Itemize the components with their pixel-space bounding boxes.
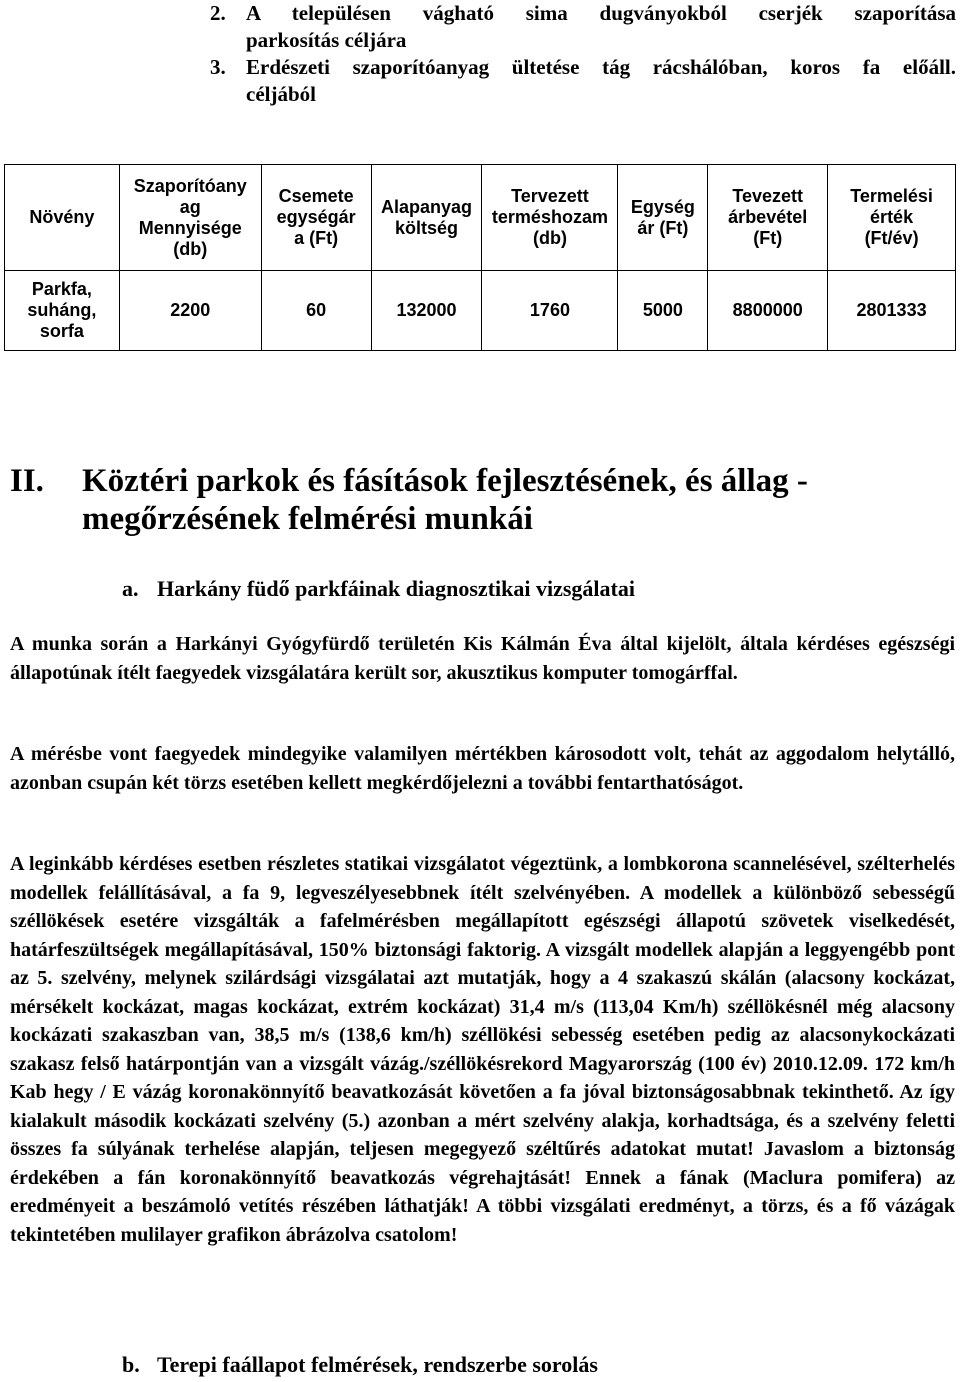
paragraph: A leginkább kérdéses esetben részletes statikai vizsgálatot végeztünk, a lombkorona scannelésével, szélterhelés modellek felállításával, a fa 9, legveszélyesebbnek ítélt szelvényében. A modellek a különböző sebességű széllökések esetére vizsgálták a fafelmérésben megállapított egészségi állapotú szövetek viselkedését, határfeszültségek megállapításával, 150% biztonsági faktorig. A vizsgált modellek alapján a leggyengébb pont az 5. szelvény, melynek szilárdsági vizsgálatai azt mutatják, hogy a 4 szakaszú skálán (alacsony kockázat, mérsékelt kockázat, magas kockázat, extrém kockázat) 31,4 m/s (113,04 Km/h) széllökésnél még alacsony kockázati szakaszban van, 38,5 m/s (138,6 km/h) széllökési sebesség esetében pedig az alacsonykockázati szakasz felső határpontján van a vizsgált vázág./széllökésrekord Magyarország (100 év) 2010.12.09. 172 km/h Kab hegy / E vázág koronakönnyítő beavatkozását követően a fa jóval biztonságosabbnak tekinthető. Az így kialakult második kockázati szelvény (5.) azonban a mért szelvény alakja, korhadtsága, és a szelvény feletti összes fa súlyának terhelése alapján, teljesen megegyező széltűrés adatokat mutat! Javaslom a biztonság érdekében a fán koronakönnyítő beavatkozás végrehajtását! Ennek a fának (Maclura pomifera) az eredményeit a beszámoló vetítés részében láthatják! A többi vizsgálati eredményt, a törzs, és a fő vázágak tekintetében mulilayer grafikon ábrázolva csatolom! (10, 853, 955, 1246)
table-row (5, 271, 956, 351)
header-cell: Alapanyag költség (371, 165, 482, 271)
subheading-label: a. (122, 576, 139, 601)
list-text-cont: céljából (246, 82, 316, 106)
cost-table (4, 164, 956, 351)
list-text-cont: parkosítás céljára (246, 28, 407, 52)
table-cell: 8800000 (708, 271, 828, 351)
header-cell: Tevezett árbevétel (Ft) (708, 165, 828, 271)
table-cell: Parkfa, suháng, sorfa (5, 271, 120, 351)
section-number: II. (10, 463, 44, 499)
header-cell: Tervezett terméshozam (db) (482, 165, 618, 271)
list-text: A településen vágható sima dugványokból cserjék szaporítása (246, 1, 956, 25)
section-title: Köztéri parkok és fásítások fejlesztésének, és állag - megőrzésének felmérési munkái (82, 463, 808, 537)
table-cell: 2801333 (828, 271, 956, 351)
paragraph: A munka során a Harkányi Gyógyfürdő területén Kis Kálmán Éva által kijelölt, általa kérdéses egészségi állapotúnak ítélt faegyedek vizsgálatára került sor, akusztikus komputer tomogárffal. (10, 633, 955, 684)
header-cell: Csemete egységár a (Ft) (261, 165, 371, 271)
list-number: 3. (210, 55, 226, 79)
table-cell: 60 (261, 271, 371, 351)
table-cell: 5000 (618, 271, 708, 351)
header-cell: Szaporítóany ag Mennyisége (db) (119, 165, 261, 271)
table-cell: 132000 (371, 271, 482, 351)
subheading-text: Harkány füdő parkfáinak diagnosztikai vizsgálatai (157, 576, 635, 601)
table-cell: 1760 (482, 271, 618, 351)
subheading-label: b. (122, 1352, 140, 1377)
header-cell: Egység ár (Ft) (618, 165, 708, 271)
table-header-row (5, 165, 956, 271)
subheading-text: Terepi faállapot felmérések, rendszerbe sorolás (157, 1352, 598, 1377)
list-number: 2. (210, 1, 226, 25)
list-text: Erdészeti szaporítóanyag ültetése tág rácshálóban, koros fa előáll. (246, 55, 956, 79)
paragraph: A mérésbe vont faegyedek mindegyike valamilyen mértékben károsodott volt, tehát az aggodalom helytálló, azonban csupán két törzs esetében kellett megkérdőjelezni a további fentarthatóságot. (10, 743, 955, 794)
table-cell: 2200 (119, 271, 261, 351)
header-cell: Növény (5, 165, 120, 271)
header-cell: Termelési érték (Ft/év) (828, 165, 956, 271)
